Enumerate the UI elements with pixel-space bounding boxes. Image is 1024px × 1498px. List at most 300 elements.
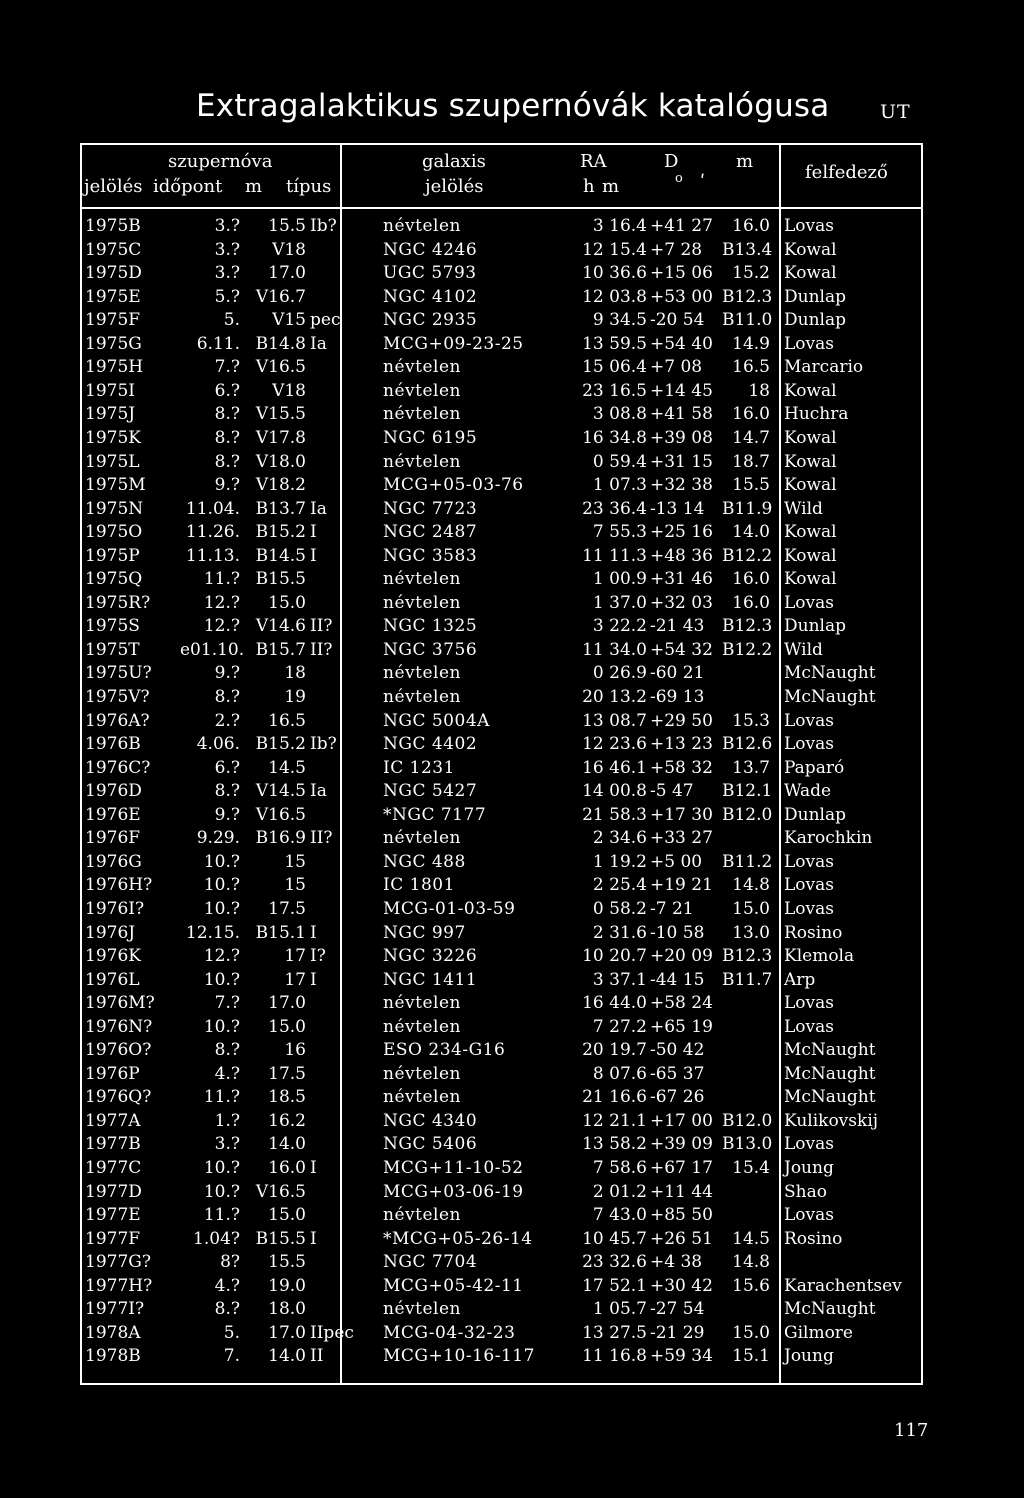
right-ascension: 2 25.4	[592, 875, 647, 896]
galaxy-id: NGC 7704	[383, 1252, 478, 1273]
supernova-id: 1975V?	[85, 687, 150, 707]
discoverer: Rosino	[784, 1228, 843, 1249]
supernova-magnitude: 15	[284, 851, 306, 872]
declination: +67 17	[650, 1158, 713, 1178]
supernova-id: 1977I?	[85, 1299, 145, 1320]
discovery-date: 6.?	[214, 757, 240, 778]
galaxy-magnitude: 16.5	[732, 357, 770, 378]
discovery-date: 8.?	[214, 451, 240, 472]
supernova-id: 1975I	[85, 380, 135, 401]
supernova-id: 1978A	[85, 1322, 141, 1343]
supernova-id: 1975C	[85, 239, 142, 260]
header-galaxy-mag: m	[736, 151, 754, 172]
right-ascension: 2 01.2	[592, 1181, 647, 1202]
supernova-magnitude: 16.5	[268, 710, 306, 731]
discoverer: Dunlap	[784, 310, 846, 331]
discovery-date: 1.04?	[193, 1228, 240, 1249]
page-title: Extragalaktikus szupernóvák katalógusa	[196, 88, 830, 124]
galaxy-magnitude: B12.2	[722, 545, 773, 566]
galaxy-magnitude: B12.0	[722, 1110, 773, 1131]
table-row	[0, 356, 1024, 379]
declination: +54 32	[650, 639, 713, 660]
right-ascension: 16 34.8	[582, 427, 647, 448]
supernova-magnitude: 17	[284, 969, 306, 990]
supernova-type: I	[310, 1228, 317, 1249]
declination: +41 58	[650, 404, 713, 425]
right-ascension: 0 58.2	[592, 898, 647, 919]
discoverer: Lovas	[784, 592, 834, 613]
table-row	[0, 1345, 1024, 1368]
supernova-magnitude: 18.0	[268, 1299, 306, 1320]
supernova-magnitude: 19.0	[268, 1275, 306, 1296]
right-ascension: 16 44.0	[582, 993, 647, 1014]
right-ascension: 9 34.5	[592, 310, 647, 331]
declination: +14 45	[650, 380, 713, 401]
declination: +32 03	[650, 592, 713, 613]
header-dec-min: ʹ	[700, 172, 706, 193]
discovery-date: 2.?	[214, 710, 240, 731]
supernova-id: 1975P	[85, 545, 140, 566]
header-ra: RA	[580, 151, 607, 172]
discovery-date: 8.?	[214, 427, 240, 448]
discovery-date: 6.11.	[196, 333, 240, 354]
discoverer: Dunlap	[784, 804, 846, 825]
supernova-magnitude: 17.0	[268, 993, 306, 1014]
supernova-magnitude: B15.2	[255, 734, 306, 755]
supernova-id: 1976O?	[85, 1040, 152, 1061]
supernova-id: 1975N	[85, 498, 144, 519]
right-ascension: 23 32.6	[582, 1252, 647, 1273]
table-row	[0, 945, 1024, 968]
supernova-type: I	[310, 1158, 317, 1178]
table-row	[0, 898, 1024, 921]
supernova-id: 1977H?	[85, 1275, 153, 1296]
discoverer: Marcario	[784, 357, 864, 378]
supernova-magnitude: 15.0	[268, 592, 306, 613]
supernova-id: 1977C	[85, 1158, 142, 1178]
discoverer: Lovas	[784, 1205, 834, 1226]
right-ascension: 21 16.6	[582, 1087, 647, 1108]
galaxy-magnitude: 13.7	[732, 757, 770, 778]
galaxy-id: MCG+09-23-25	[383, 333, 524, 354]
supernova-magnitude: 15	[284, 875, 306, 896]
right-ascension: 1 00.9	[592, 569, 647, 590]
discovery-date: 11.?	[203, 1205, 240, 1226]
table-row	[0, 1275, 1024, 1298]
header-ra-m: m	[602, 176, 620, 197]
discoverer: Lovas	[784, 216, 834, 236]
galaxy-id: *NGC 7177	[383, 804, 487, 825]
discoverer: Dunlap	[784, 616, 846, 637]
supernova-id: 1975G	[85, 333, 142, 354]
discovery-date: 8?	[220, 1252, 240, 1273]
supernova-magnitude: B15.7	[255, 639, 306, 660]
declination: -7 21	[650, 898, 694, 919]
discovery-date: 9.29.	[196, 828, 240, 849]
supernova-magnitude: 17.0	[268, 263, 306, 284]
discovery-date: 11.04.	[185, 498, 240, 519]
declination: +15 06	[650, 263, 713, 284]
table-row	[0, 733, 1024, 756]
discovery-date: 3.?	[214, 1134, 240, 1155]
galaxy-id: NGC 5427	[383, 781, 478, 802]
supernova-id: 1977G?	[85, 1252, 151, 1273]
declination: -65 37	[650, 1063, 705, 1084]
table-row	[0, 333, 1024, 356]
discoverer: Lovas	[784, 875, 834, 896]
right-ascension: 1 07.3	[592, 475, 647, 496]
galaxy-id: NGC 4246	[383, 239, 478, 260]
right-ascension: 0 26.9	[592, 663, 647, 684]
discoverer: McNaught	[784, 1087, 876, 1108]
declination: -20 54	[650, 310, 705, 331]
discovery-date: 9.?	[214, 804, 240, 825]
supernova-id: 1975Q	[85, 569, 143, 590]
supernova-id: 1976H?	[85, 875, 153, 896]
page-number: 117	[894, 1420, 929, 1441]
supernova-magnitude: B15.2	[255, 522, 306, 543]
galaxy-id: UGC 5793	[383, 263, 477, 284]
galaxy-id: NGC 3583	[383, 545, 478, 566]
discovery-date: 8.?	[214, 404, 240, 425]
supernova-id: 1976B	[85, 734, 141, 755]
discovery-date: 5.	[223, 1322, 240, 1343]
supernova-type: IIpec	[310, 1322, 354, 1343]
table-row	[0, 615, 1024, 638]
right-ascension: 14 00.8	[582, 781, 647, 802]
supernova-magnitude: B15.5	[255, 569, 306, 590]
discovery-date: 10.?	[203, 1016, 240, 1037]
discoverer: Kowal	[784, 475, 837, 496]
galaxy-magnitude: B12.2	[722, 639, 773, 660]
discovery-date: 1.?	[214, 1110, 240, 1131]
discovery-date: 10.?	[203, 875, 240, 896]
galaxy-magnitude: 15.5	[732, 475, 770, 496]
supernova-magnitude: 16.0	[268, 1158, 306, 1178]
discoverer: Joung	[784, 1158, 834, 1178]
right-ascension: 12 21.1	[582, 1110, 647, 1131]
table-row	[0, 1110, 1024, 1133]
supernova-id: 1975H	[85, 357, 144, 378]
table-row	[0, 380, 1024, 403]
supernova-id: 1975S	[85, 616, 140, 637]
declination: +58 24	[650, 993, 713, 1014]
table-row	[0, 639, 1024, 662]
supernova-magnitude: V15.5	[255, 404, 306, 425]
galaxy-id: MCG-01-03-59	[383, 898, 516, 919]
supernova-magnitude: V18	[272, 239, 306, 260]
table-row	[0, 309, 1024, 332]
galaxy-magnitude: B13.0	[722, 1134, 773, 1155]
declination: +17 00	[650, 1110, 713, 1131]
galaxy-id: *MCG+05-26-14	[383, 1228, 533, 1249]
supernova-id: 1975D	[85, 263, 142, 284]
table-row	[0, 403, 1024, 426]
galaxy-id: MCG+03-06-19	[383, 1181, 524, 1202]
table-row	[0, 521, 1024, 544]
galaxy-id: névtelen	[383, 1205, 461, 1226]
galaxy-id: NGC 3756	[383, 639, 478, 660]
declination: +59 34	[650, 1346, 713, 1367]
discovery-date: 8.?	[214, 687, 240, 707]
right-ascension: 21 58.3	[582, 804, 647, 825]
declination: +25 16	[650, 522, 713, 543]
right-ascension: 11 11.3	[582, 545, 647, 566]
supernova-id: 1976L	[85, 969, 140, 990]
galaxy-magnitude: 14.7	[732, 427, 770, 448]
header-type: típus	[286, 176, 332, 197]
declination: +85 50	[650, 1205, 713, 1226]
galaxy-id: NGC 5004A	[383, 710, 490, 731]
discovery-date: 10.?	[203, 1158, 240, 1178]
supernova-id: 1977E	[85, 1205, 141, 1226]
right-ascension: 8 07.6	[592, 1063, 647, 1084]
discovery-date: 11.13.	[185, 545, 240, 566]
galaxy-id: IC 1231	[383, 757, 455, 778]
discoverer: Kowal	[784, 569, 837, 590]
discoverer: Lovas	[784, 851, 834, 872]
discovery-date: 12.15.	[185, 922, 240, 943]
supernova-id: 1976F	[85, 828, 141, 849]
supernova-id: 1975K	[85, 427, 141, 448]
right-ascension: 3 22.2	[592, 616, 647, 637]
declination: +53 00	[650, 286, 713, 307]
declination: -44 15	[650, 969, 705, 990]
right-ascension: 2 31.6	[592, 922, 647, 943]
galaxy-magnitude: 18.7	[732, 451, 770, 472]
right-ascension: 3 16.4	[592, 216, 647, 236]
discoverer: Rosino	[784, 922, 843, 943]
supernova-id: 1975J	[85, 404, 136, 425]
supernova-id: 1977D	[85, 1181, 142, 1202]
discoverer: Shao	[784, 1181, 827, 1202]
supernova-magnitude: 14.0	[268, 1346, 306, 1367]
declination: +58 32	[650, 757, 713, 778]
right-ascension: 13 08.7	[582, 710, 647, 731]
galaxy-id: névtelen	[383, 1063, 461, 1084]
galaxy-magnitude: B13.4	[722, 239, 773, 260]
discoverer: McNaught	[784, 687, 876, 707]
header-supernova: szupernóva	[168, 151, 273, 172]
supernova-id: 1975L	[85, 451, 140, 472]
header-dec-deg: o	[675, 171, 683, 186]
declination: +48 36	[650, 545, 713, 566]
galaxy-id: névtelen	[383, 380, 461, 401]
galaxy-magnitude: B12.0	[722, 804, 773, 825]
declination: -21 29	[650, 1322, 705, 1343]
discoverer: McNaught	[784, 1299, 876, 1320]
table-row	[0, 1298, 1024, 1321]
supernova-id: 1976C?	[85, 757, 151, 778]
galaxy-magnitude: 14.0	[732, 522, 770, 543]
galaxy-id: NGC 4340	[383, 1110, 478, 1131]
supernova-magnitude: B13.7	[255, 498, 306, 519]
supernova-type: pec	[310, 310, 341, 331]
supernova-magnitude: 15.0	[268, 1016, 306, 1037]
table-row	[0, 922, 1024, 945]
declination: +11 44	[650, 1181, 713, 1202]
table-row	[0, 686, 1024, 709]
supernova-magnitude: B14.8	[255, 333, 306, 354]
table-row	[0, 498, 1024, 521]
right-ascension: 10 45.7	[582, 1228, 647, 1249]
discoverer: Huchra	[784, 404, 849, 425]
discovery-date: 3.?	[214, 263, 240, 284]
declination: +65 19	[650, 1016, 713, 1037]
table-row	[0, 239, 1024, 262]
supernova-type: II?	[310, 828, 333, 849]
galaxy-id: ESO 234-G16	[383, 1040, 506, 1061]
supernova-type: I	[310, 969, 317, 990]
supernova-magnitude: 17.0	[268, 1322, 306, 1343]
supernova-magnitude: 19	[284, 687, 306, 707]
declination: +26 51	[650, 1228, 713, 1249]
galaxy-id: névtelen	[383, 451, 461, 472]
right-ascension: 11 34.0	[582, 639, 647, 660]
discoverer: Joung	[784, 1346, 834, 1367]
galaxy-magnitude: 15.0	[732, 898, 770, 919]
table-row	[0, 710, 1024, 733]
galaxy-id: névtelen	[383, 687, 461, 707]
table-row	[0, 1086, 1024, 1109]
supernova-id: 1976P	[85, 1063, 140, 1084]
declination: +13 23	[650, 734, 713, 755]
table-row	[0, 874, 1024, 897]
galaxy-magnitude: 16.0	[732, 592, 770, 613]
right-ascension: 10 36.6	[582, 263, 647, 284]
galaxy-id: NGC 5406	[383, 1134, 478, 1155]
table-row	[0, 1204, 1024, 1227]
supernova-magnitude: 15.0	[268, 1205, 306, 1226]
header-discoverer: felfedező	[805, 162, 888, 183]
header-divider	[80, 207, 923, 209]
supernova-id: 1976I?	[85, 898, 145, 919]
galaxy-magnitude: 16.0	[732, 404, 770, 425]
right-ascension: 20 13.2	[582, 687, 647, 707]
supernova-id: 1976E	[85, 804, 141, 825]
discoverer: Wild	[784, 498, 823, 519]
supernova-magnitude: V16.7	[255, 286, 306, 307]
right-ascension: 3 37.1	[592, 969, 647, 990]
right-ascension: 1 05.7	[592, 1299, 647, 1320]
discovery-date: 11.?	[203, 569, 240, 590]
discovery-date: 6.?	[214, 380, 240, 401]
declination: +32 38	[650, 475, 713, 496]
header-galaxy: galaxis	[422, 151, 486, 172]
right-ascension: 0 59.4	[592, 451, 647, 472]
header-ra-h: h	[583, 176, 595, 197]
right-ascension: 13 59.5	[582, 333, 647, 354]
discovery-date: 8.?	[214, 781, 240, 802]
galaxy-id: névtelen	[383, 216, 461, 236]
table-row	[0, 662, 1024, 685]
declination: +31 15	[650, 451, 713, 472]
galaxy-id: MCG+10-16-117	[383, 1346, 535, 1367]
galaxy-magnitude: B12.3	[722, 946, 773, 967]
discovery-date: 10.?	[203, 898, 240, 919]
right-ascension: 10 20.7	[582, 946, 647, 967]
supernova-magnitude: B15.5	[255, 1228, 306, 1249]
supernova-id: 1975B	[85, 216, 141, 236]
supernova-magnitude: V17.8	[255, 427, 306, 448]
supernova-magnitude: V14.5	[255, 781, 306, 802]
declination: +20 09	[650, 946, 713, 967]
supernova-id: 1975R?	[85, 592, 151, 613]
supernova-magnitude: 17.5	[268, 898, 306, 919]
declination: -67 26	[650, 1087, 705, 1108]
table-row	[0, 1181, 1024, 1204]
declination: -69 13	[650, 687, 705, 707]
supernova-magnitude: 18.5	[268, 1087, 306, 1108]
discoverer: Paparó	[784, 757, 845, 778]
discoverer: Wade	[784, 781, 832, 802]
right-ascension: 3 08.8	[592, 404, 647, 425]
galaxy-id: NGC 997	[383, 922, 466, 943]
supernova-magnitude: B14.5	[255, 545, 306, 566]
discovery-date: 12.?	[203, 592, 240, 613]
table-row	[0, 757, 1024, 780]
table-row	[0, 827, 1024, 850]
galaxy-id: NGC 4102	[383, 286, 478, 307]
galaxy-id: IC 1801	[383, 875, 455, 896]
discoverer: Karochkin	[784, 828, 873, 849]
right-ascension: 12 23.6	[582, 734, 647, 755]
table-row	[0, 1063, 1024, 1086]
declination: +5 00	[650, 851, 703, 872]
supernova-id: 1975U?	[85, 663, 152, 684]
table-row	[0, 1039, 1024, 1062]
supernova-id: 1975F	[85, 310, 141, 331]
table-row	[0, 286, 1024, 309]
supernova-type: Ia	[310, 498, 327, 519]
supernova-magnitude: V16.5	[255, 804, 306, 825]
header-galaxy-id: jelölés	[425, 176, 484, 197]
supernova-magnitude: 17.5	[268, 1063, 306, 1084]
galaxy-magnitude: B12.1	[722, 781, 773, 802]
discoverer: Kowal	[784, 451, 837, 472]
galaxy-id: MCG+11-10-52	[383, 1158, 524, 1178]
supernova-magnitude: 15.5	[268, 1252, 306, 1273]
galaxy-magnitude: 15.2	[732, 263, 770, 284]
table-row	[0, 969, 1024, 992]
declination: +39 09	[650, 1134, 713, 1155]
supernova-type: I	[310, 922, 317, 943]
discoverer: Kulikovskij	[784, 1110, 879, 1131]
right-ascension: 17 52.1	[582, 1275, 647, 1296]
galaxy-magnitude: 15.6	[732, 1275, 770, 1296]
discoverer: Lovas	[784, 1016, 834, 1037]
discovery-date: 4.?	[214, 1063, 240, 1084]
right-ascension: 1 19.2	[592, 851, 647, 872]
galaxy-id: névtelen	[383, 569, 461, 590]
table-row	[0, 851, 1024, 874]
supernova-magnitude: B16.9	[255, 828, 306, 849]
table-row	[0, 1157, 1024, 1180]
galaxy-magnitude: 15.1	[732, 1346, 770, 1367]
declination: +41 27	[650, 216, 713, 236]
table-row	[0, 780, 1024, 803]
galaxy-id: NGC 2487	[383, 522, 478, 543]
galaxy-id: NGC 1411	[383, 969, 478, 990]
supernova-id: 1976N?	[85, 1016, 153, 1037]
supernova-type: II	[310, 1346, 324, 1367]
supernova-id: 1976J	[85, 922, 136, 943]
supernova-type: Ib?	[310, 216, 337, 236]
table-row	[0, 474, 1024, 497]
galaxy-magnitude: 13.0	[732, 922, 770, 943]
galaxy-magnitude: B11.0	[722, 310, 773, 331]
galaxy-magnitude: B12.3	[722, 286, 773, 307]
